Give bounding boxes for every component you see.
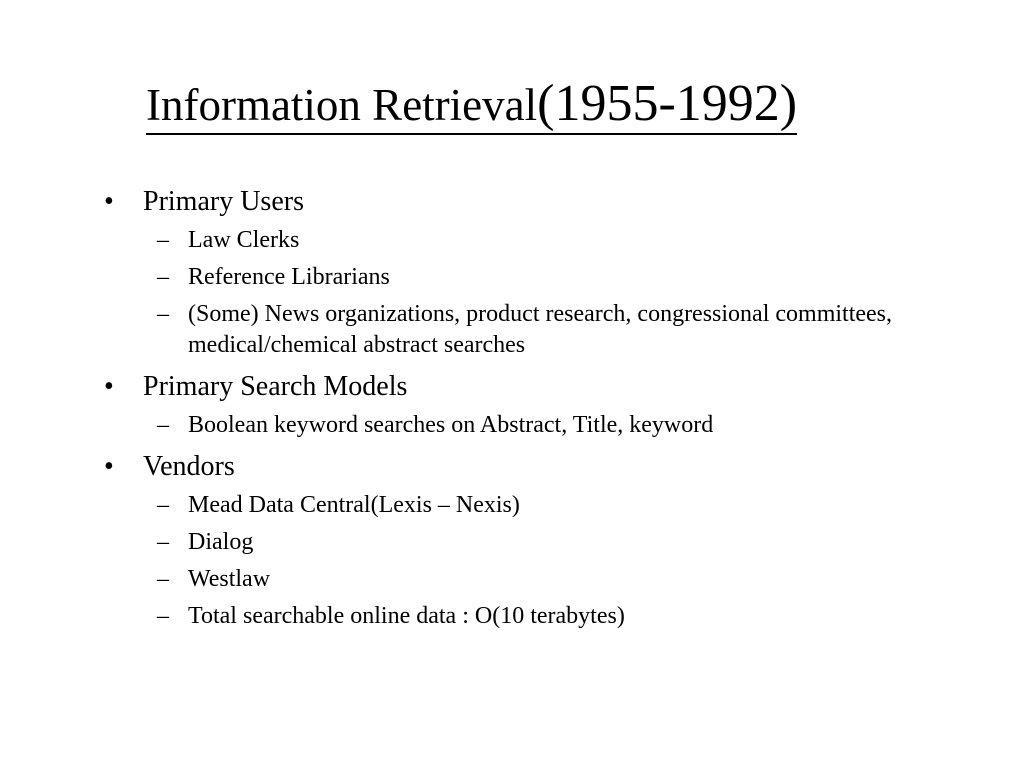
- sub-item-label: Boolean keyword searches on Abstract, Title, keyword: [188, 412, 714, 438]
- dash-icon: –: [157, 603, 169, 629]
- bullet-icon: •: [104, 371, 114, 402]
- bullet-label: Primary Search Models: [143, 371, 408, 402]
- dash-icon: –: [157, 301, 169, 327]
- sub-list: [100, 490, 960, 632]
- sub-item: [100, 225, 960, 256]
- sub-item: [100, 527, 960, 558]
- dash-icon: –: [157, 412, 169, 438]
- dash-icon: –: [157, 492, 169, 518]
- bullet-label: Primary Users: [143, 186, 304, 217]
- sub-item-label: Mead Data Central(Lexis – Nexis): [188, 492, 520, 518]
- bullet-item: [100, 447, 960, 487]
- sub-item-label: Reference Librarians: [188, 264, 390, 290]
- dash-icon: –: [157, 264, 169, 290]
- dash-icon: –: [157, 529, 169, 555]
- dash-icon: –: [157, 566, 169, 592]
- sub-item-label: (Some) News organizations, product research, congressional committees, medical/chemical abstract searches: [188, 301, 893, 358]
- sub-item-label: Total searchable online data : O(10 terabytes): [188, 603, 625, 629]
- sub-item: [100, 410, 960, 441]
- bullet-icon: •: [104, 186, 114, 217]
- sub-item: [100, 564, 960, 595]
- sub-item: [100, 601, 960, 632]
- sub-item-label: Law Clerks: [188, 227, 300, 253]
- sub-item: [100, 490, 960, 521]
- bullet-label: Vendors: [143, 451, 235, 482]
- bullet-item: [100, 367, 960, 407]
- title-underline: [146, 75, 798, 135]
- dash-icon: –: [157, 227, 169, 253]
- title-years-text: (1955-1992): [537, 75, 798, 132]
- bullet-icon: •: [104, 451, 114, 482]
- slide-title: [146, 75, 798, 135]
- sub-item-label: Westlaw: [188, 566, 271, 592]
- sub-list: [100, 410, 960, 441]
- sub-item: [100, 299, 960, 361]
- sub-item: [100, 262, 960, 293]
- slide-body: [100, 182, 960, 638]
- bullet-item: [100, 182, 960, 222]
- title-main-text: Information Retrieval: [146, 80, 538, 130]
- sub-list: [100, 225, 960, 361]
- sub-item-label: Dialog: [188, 529, 254, 555]
